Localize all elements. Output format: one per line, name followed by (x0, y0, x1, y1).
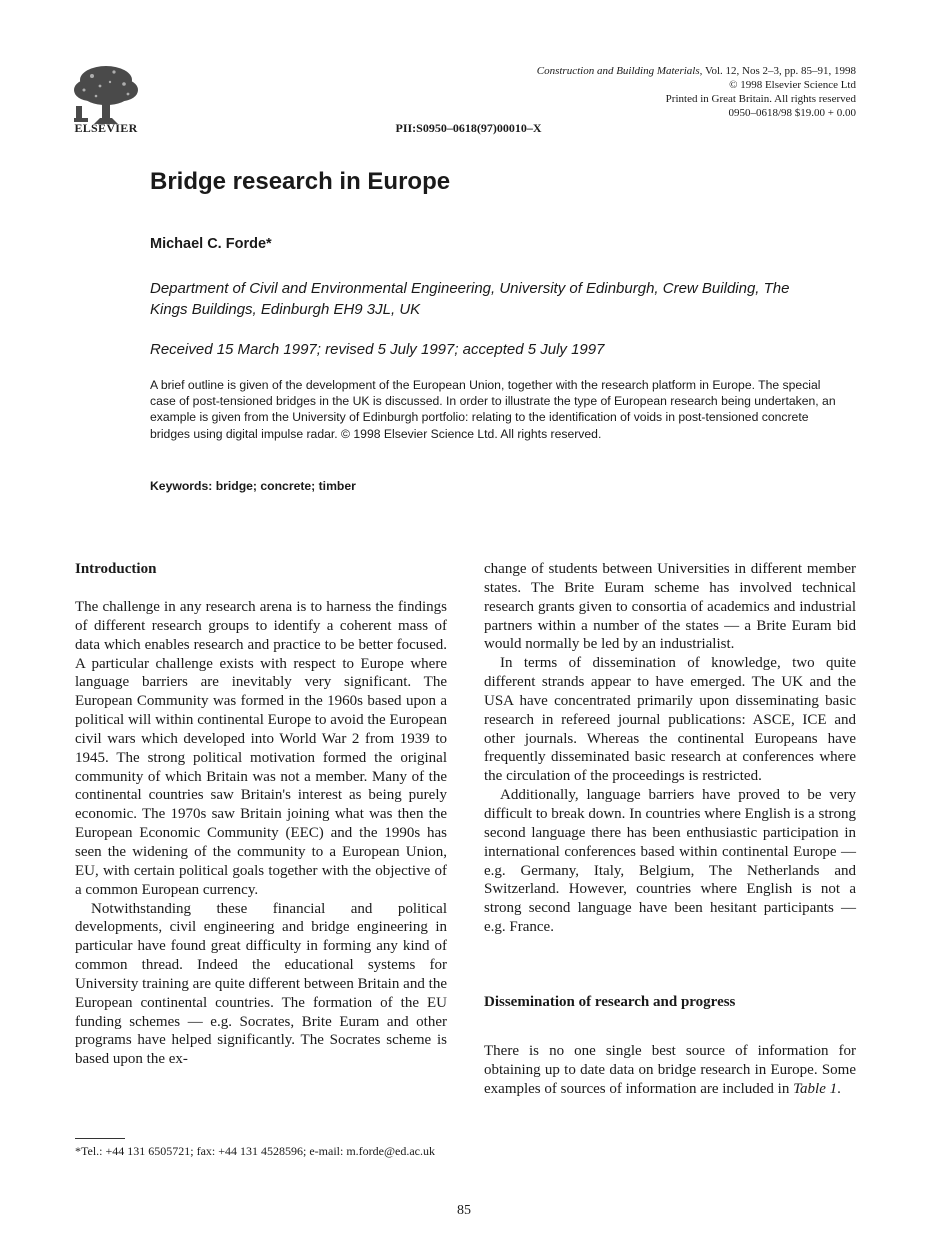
issn-line: 0950–0618/98 $19.00 + 0.00 (728, 107, 856, 119)
abstract: A brief outline is given of the development of the European Union, together with the research platform in Europe. The special case of post-tensioned bridges in the UK is discussed. In order to illustrate the type of European research being undertaken, an example is given from the University of Edinburgh portfolio: relating to the identification of voids in post-tensioned concrete bridges using digital impulse radar. © 1998 Elsevier Science Ltd. All rights reserved. (150, 378, 836, 441)
publisher-logo-wordmark: ELSEVIER (74, 121, 138, 135)
author-affiliation: Department of Civil and Environmental Engineering, University of Edinburgh, Crew Building, The Kings Buildings, Edinburgh EH9 3JL, UK (150, 280, 790, 318)
footnote-divider (75, 1138, 125, 1139)
journal-name: Construction and Building Materials, (536, 65, 703, 77)
section-heading-dissemination: Dissemination of research and progress (484, 993, 736, 1010)
intro-paragraph-1: The challenge in any research arena is to harness the findings of different research groups to identify a coherent mass of data which enables research and practice to be better focused. A particular challenge exists with respect to Europe where language barriers are inevitably very significant. The European Community was formed in the 1960s based upon a political will within continental Europe to avoid the European civil wars which developed into World War 2 from 1939 to 1945. The strong political motivation formed the original community of which Britain was not a member. Many of the continental countries saw Britain's interest as being purely economic. The 1970s saw Britain joining what was then the European Economic Community (EEC) and the 1990s has seen the widening of the community to a European Union, EU, with certain political goals together with the objective of a common European currency. (75, 599, 447, 898)
journal-info (537, 64, 856, 120)
right-column (484, 560, 856, 1098)
pii-identifier: PII:S0950–0618(97)00010–X (395, 121, 542, 135)
intro-paragraph-2: Notwithstanding these financial and political developments, civil engineering and bridge engineering in particular have found great difficulty in forming any kind of common thread. Indeed the educational systems for University training are quite different between Britain and the European continental countries. The formation of the EU funding schemes — e.g. Socrates, Brite Euram and other programs have helped significantly. The Socrates scheme is based upon the ex- (75, 900, 447, 1068)
dissemination-paragraph-text: There is no one single best source of information for obtaining up to date data on bridge research in Europe. Some examples of sources of information are included in (484, 1042, 856, 1097)
left-column (75, 560, 447, 1069)
dissemination-paragraph-1 (484, 1042, 856, 1099)
author-contact-footnote: *Tel.: +44 131 6505721; fax: +44 131 4528596; e-mail: m.forde@ed.ac.uk (75, 1144, 436, 1158)
copyright-line: © 1998 Elsevier Science Ltd (729, 79, 856, 91)
journal-volume: Vol. 12, Nos 2–3, pp. 85–91, 1998 (704, 65, 856, 77)
page-number: 85 (457, 1203, 471, 1218)
article-title: Bridge research in Europe (150, 168, 451, 195)
dissemination-paragraph-end: . (837, 1080, 841, 1097)
body-paragraph-exchange: change of students between Universities in different member states. The Brite Euram scheme has involved technical research grants given to consortia of academics and industrial partners within a number of the states — a Brite Euram bid would normally be led by an industrialist. (484, 561, 856, 653)
body-paragraph-language-barriers: Additionally, language barriers have proved to be very difficult to break down. In countries where English is a strong second language there has been enthusiastic participation in international conferences based within continental Europe — e.g. Germany, Italy, Belgium, The Netherlands and Switzerland. However, countries where English is not a strong second language have been hesitant participants — e.g. France. (484, 787, 856, 936)
table-reference-link[interactable]: Table 1 (793, 1080, 838, 1097)
received-dates: Received 15 March 1997; revised 5 July 1997; accepted 5 July 1997 (150, 341, 605, 358)
body-paragraph-dissemination-strands: In terms of dissemination of knowledge, two quite different strands appear to have emerged. The UK and the USA have concentrated primarily upon disseminating basic research in refereed journal publications: ASCE, ICE and other journals. Whereas the continental Europeans have frequently disseminated basic research at conferences where the circulation of the proceedings is restricted. (484, 655, 856, 785)
author-name: Michael C. Forde* (150, 236, 272, 252)
printed-line: Printed in Great Britain. All rights reserved (665, 93, 856, 105)
journal-citation-line (537, 64, 856, 78)
keywords: Keywords: bridge; concrete; timber (150, 479, 356, 493)
section-heading-introduction: Introduction (75, 561, 157, 577)
